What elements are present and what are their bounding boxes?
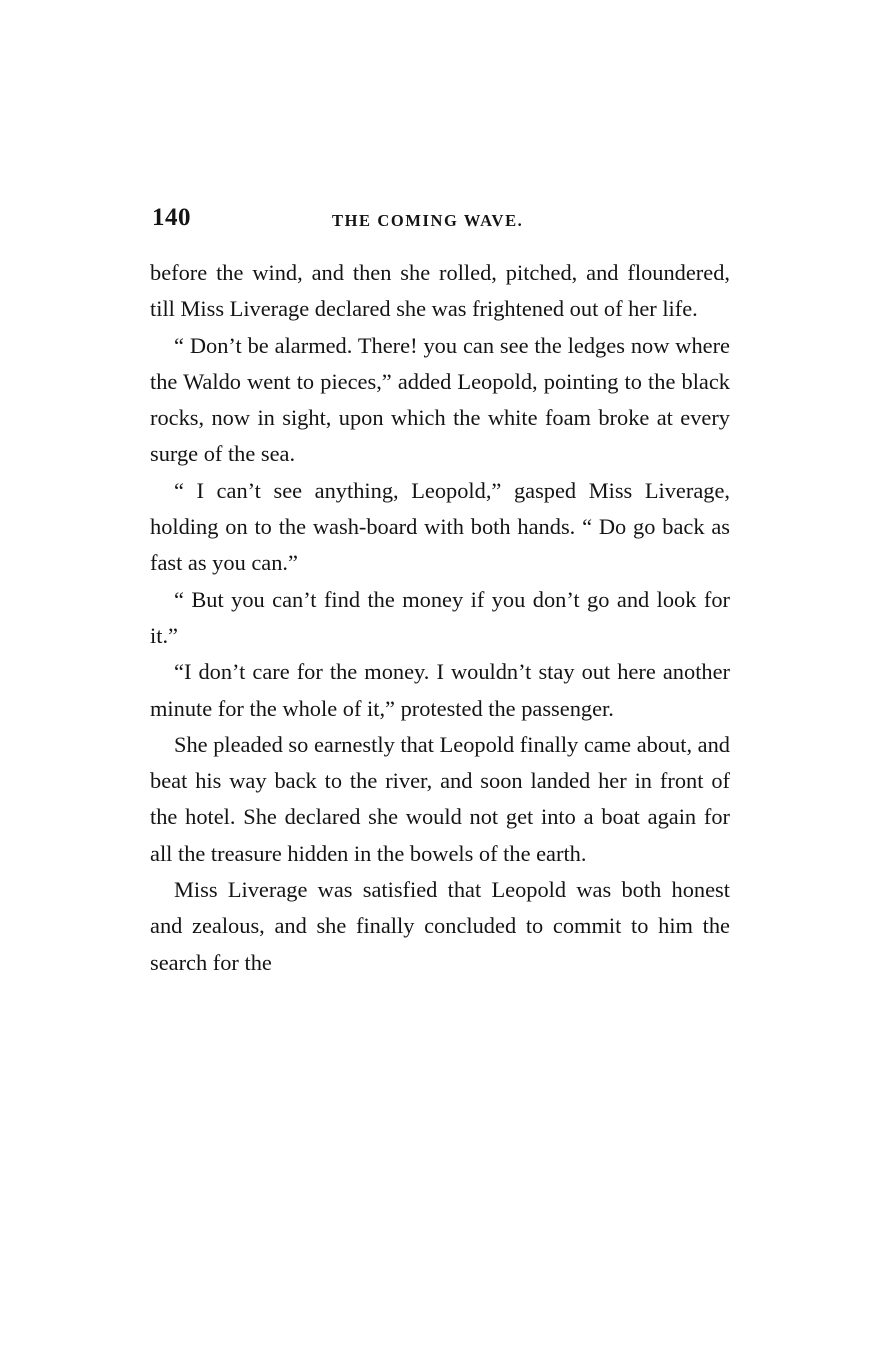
paragraph: She pleaded so earnestly that Leopold finally came about, and beat his way back to the river, and soon landed her in front of the hotel. She declared she would not get into a boat again for all the treasure hidden in the bowels of the earth.: [150, 731, 730, 866]
paragraph: “ Don’t be alarmed. There! you can see the ledges now where the Waldo went to pieces,” added Leopold, pointing to the black rocks, now in sight, upon which the white foam broke at every surge of the sea.: [150, 332, 730, 467]
paragraph: “I don’t care for the money. I wouldn’t stay out here another minute for the whole of it,” protested the passenger.: [150, 659, 730, 721]
page-number: 140: [152, 204, 191, 231]
running-title: THE COMING WAVE.: [332, 211, 524, 230]
paragraph: “ I can’t see anything, Leopold,” gasped Miss Liverage, holding on to the wash-board with both hands. “ Do go back as fast as you can.”: [150, 477, 730, 576]
body-text: [150, 255, 730, 981]
paragraph: “ But you can’t find the money if you don’t go and look for it.”: [150, 586, 730, 648]
paragraph: Miss Liverage was satisfied that Leopold was both honest and zealous, and she finally concluded to commit to him the search for the: [150, 877, 730, 975]
paragraph: before the wind, and then she rolled, pitched, and floundered, till Miss Liverage declared she was frightened out of her life.: [150, 260, 730, 322]
page-header: [152, 204, 732, 238]
